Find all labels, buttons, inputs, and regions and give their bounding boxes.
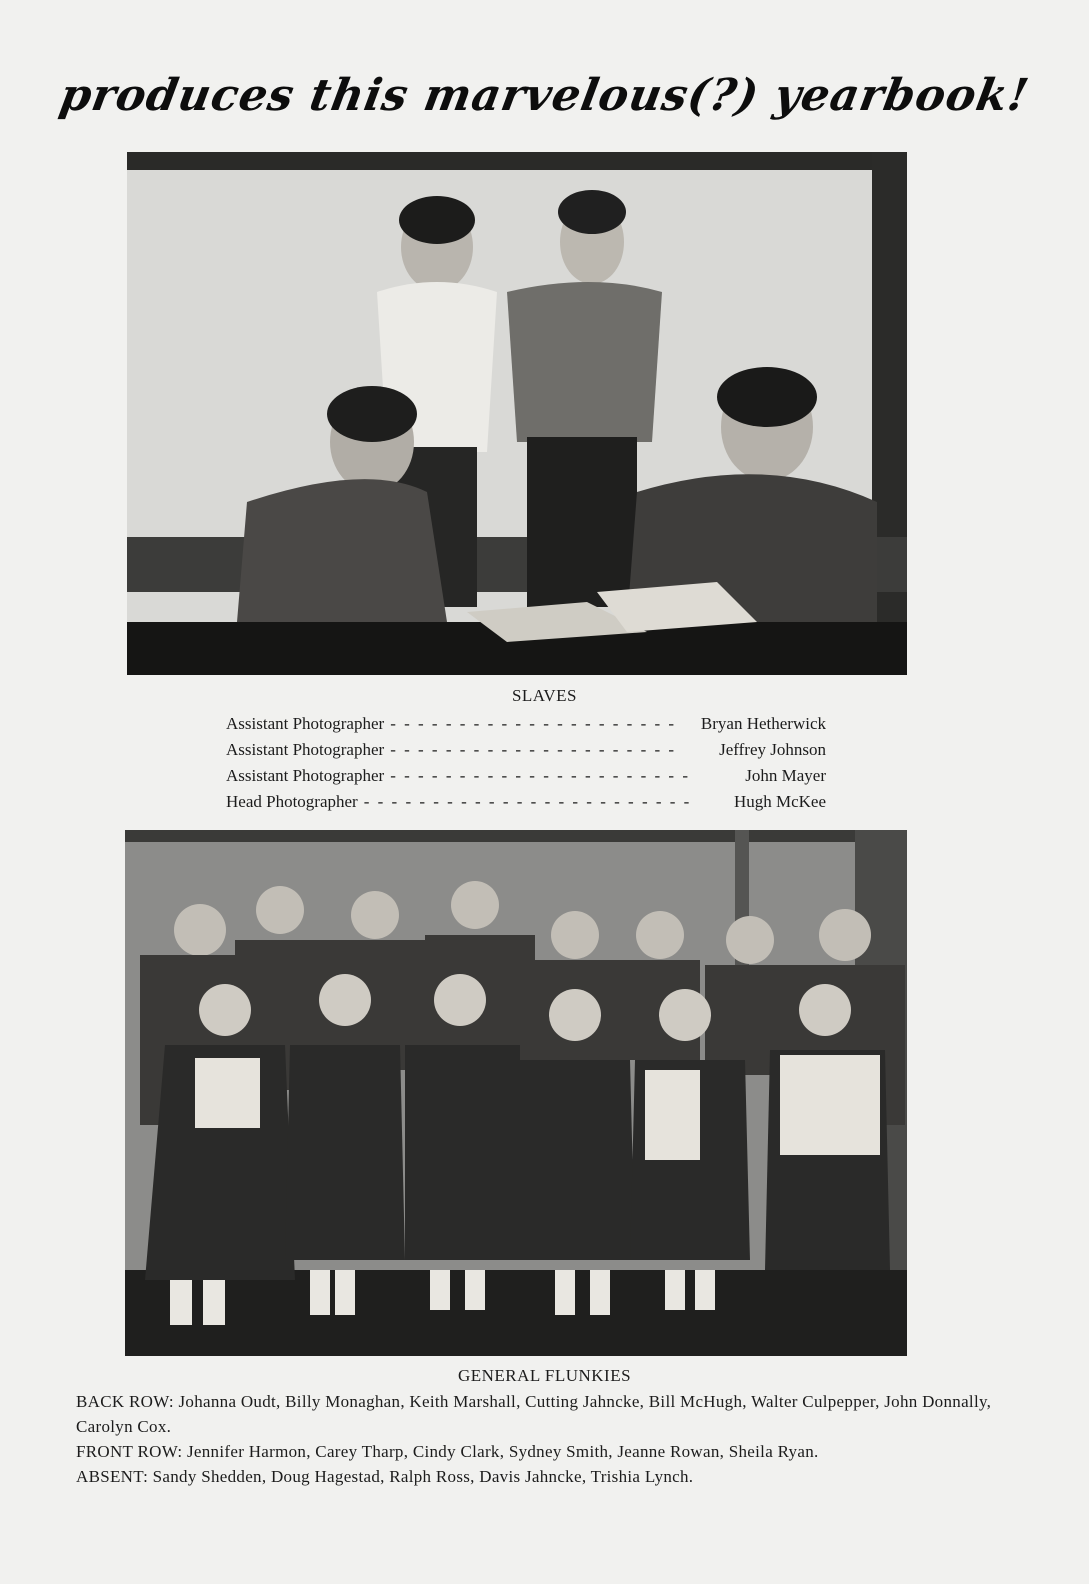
back-row-line [76, 1389, 996, 1439]
group-photo [125, 830, 907, 1356]
front-row-label: FRONT ROW: [76, 1442, 183, 1461]
staff-row [226, 711, 826, 737]
absent-names: Sandy Shedden, Doug Hagestad, Ralph Ross, Davis Jahncke, Trishia Lynch. [152, 1467, 694, 1486]
absent-line [76, 1464, 996, 1489]
dash-leader: - - - - - - - - - - - - - - - - - - - - - - [390, 766, 690, 785]
staff-row [226, 763, 826, 789]
staff-heading: SLAVES [511, 686, 578, 705]
staff-list [226, 711, 826, 815]
staff-row [226, 789, 826, 815]
page-title: produces this marvelous(?) yearbook! [56, 70, 1033, 121]
staff-role: Assistant Photographer [226, 714, 385, 733]
staff-name: John Mayer [745, 766, 826, 785]
back-row-label: BACK ROW: [76, 1392, 174, 1411]
roster [76, 1389, 996, 1489]
photographers-photo [127, 152, 907, 675]
staff-name: Hugh McKee [733, 792, 826, 811]
front-row-names: Jennifer Harmon, Carey Tharp, Cindy Clark, Sydney Smith, Jeanne Rowan, Sheila Ryan. [187, 1442, 819, 1461]
staff-role: Head Photographer [226, 792, 358, 811]
dash-leader: - - - - - - - - - - - - - - - - - - - - - - - - [363, 792, 692, 811]
dash-leader: - - - - - - - - - - - - - - - - - - - - - [390, 714, 677, 733]
staff-name: Bryan Hetherwick [700, 714, 826, 733]
dash-leader: - - - - - - - - - - - - - - - - - - - - - [390, 740, 677, 759]
back-row-names: Johanna Oudt, Billy Monaghan, Keith Marshall, Cutting Jahncke, Bill McHugh, Walter Culpepper, John Donnally, Carolyn Cox. [76, 1392, 992, 1436]
absent-label: ABSENT: [76, 1467, 149, 1486]
staff-row [226, 737, 826, 763]
flunkies-heading: GENERAL FLUNKIES [457, 1366, 632, 1385]
staff-name: Jeffrey Johnson [719, 740, 826, 759]
front-row-line [76, 1439, 996, 1464]
staff-role: Assistant Photographer [226, 766, 385, 785]
staff-role: Assistant Photographer [226, 740, 385, 759]
